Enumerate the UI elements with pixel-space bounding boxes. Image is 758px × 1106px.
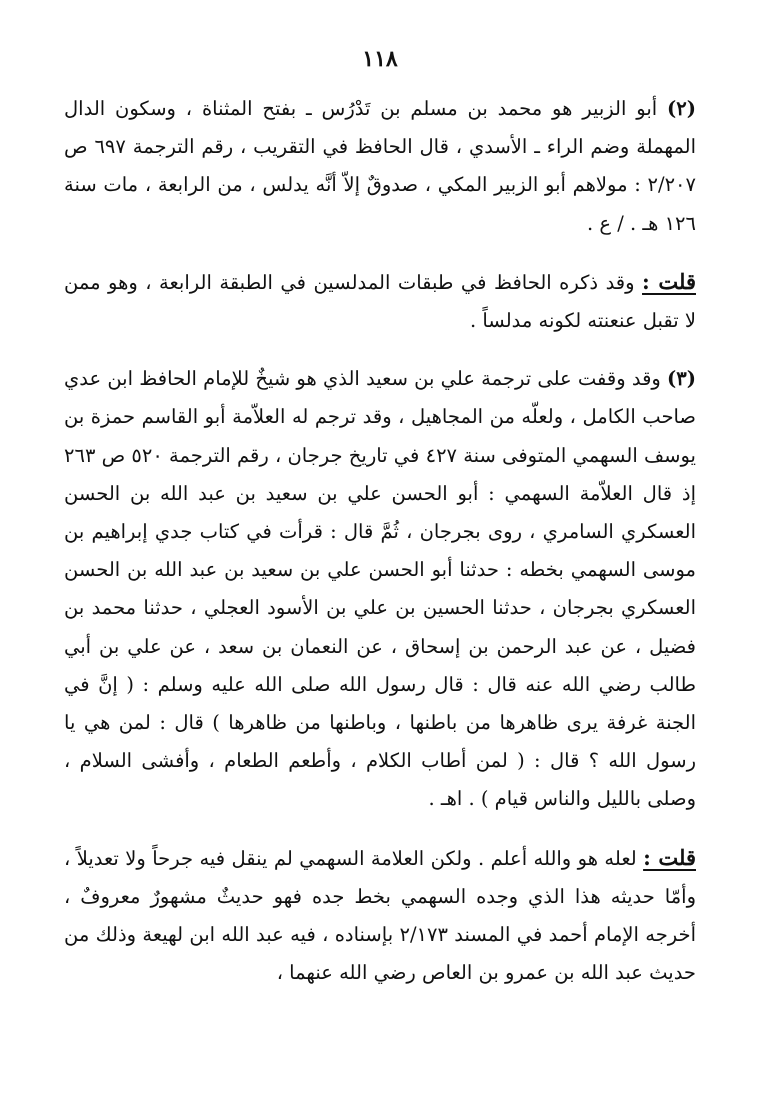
footnote-3 bbox=[64, 360, 696, 818]
footnote-text: أبو الزبير هو محمد بن مسلم بن تَدْرُس ـ بفتح المثناة ، وسكون الدال المهملة وضم الراء ـ الأسدي ، قال الحافظ في التقريب ، رقم الترجمة ٦٩٧ ص ٢/٢٠٧ : مولاهم أبو الزبير المكي ، صدوقٌ إلاّ أنَّه يدلس ، من الرابعة ، مات سنة ١٢٦ هـ . / ع . bbox=[64, 97, 696, 235]
comment-1 bbox=[64, 263, 696, 340]
footnote-marker: (٣) bbox=[667, 367, 696, 391]
footnote-2 bbox=[64, 90, 696, 243]
comment-2 bbox=[64, 839, 696, 993]
footnote-marker: (٢) bbox=[667, 97, 696, 120]
comment-text: وقد ذكره الحافظ في طبقات المدلسين في الطبقة الرابعة ، وهو ممن لا تقبل عنعنته لكونه مدلساً . bbox=[64, 270, 696, 333]
comment-marker: قلت : bbox=[642, 268, 696, 294]
footnote-text: وقد وقفت على ترجمة علي بن سعيد الذي هو شيخٌ للإمام الحافظ ابن عدي صاحب الكامل ، ولعلّه من المجاهيل ، وقد ترجم له العلاّمة أبو القاسم حمزة بن يوسف السهمي المتوفى سنة ٤٢٧ في تاريخ جرجان ، رقم الترجمة ٥٢٠ ص ٢٦٣ إذ قال العلاّمة السهمي : أبو الحسن علي بن سعيد بن عبد الله بن الحسن العسكري السامري ، روى بجرجان ، ثُمَّ قال : قرأت في كتاب جدي إبراهيم بن موسى السهمي بخطه : حدثنا أبو الحسن علي بن سعيد بن عبد الله بن الحسن العسكري بجرجان ، حدثنا الحسين بن علي بن الأسود العجلي ، حدثنا محمد بن فضيل ، عن عبد الرحمن بن إسحاق ، عن النعمان بن سعد ، عن علي بن أبي طالب رضي الله عنه قال : قال رسول الله صلى الله عليه وسلم : ( إنَّ في الجنة غرفة يرى ظاهرها من باطنها ، وباطنها من ظاهرها ) قال : لمن هي يا رسول الله ؟ قال : ( لمن أطاب الكلام ، وأطعم الطعام ، وأفشى السلام ، وصلى بالليل والناس قيام ) . اهـ . bbox=[64, 367, 696, 811]
comment-text: لعله هو والله أعلم . ولكن العلامة السهمي لم ينقل فيه جرحاً ولا تعديلاً ، وأمّا حديثه هذا الذي وجده السهمي بخط جده فهو حديثٌ مشهورٌ معروفٌ ، أخرجه الإمام أحمد في المسند ٢/١٧٣ بإسناده ، فيه عبد الله ابن لهيعة وذلك من حديث عبد الله بن عمرو بن العاص رضي الله عنهما ، bbox=[64, 846, 697, 985]
page-number: ١١٨ bbox=[362, 46, 398, 72]
comment-marker: قلت : bbox=[643, 844, 696, 870]
